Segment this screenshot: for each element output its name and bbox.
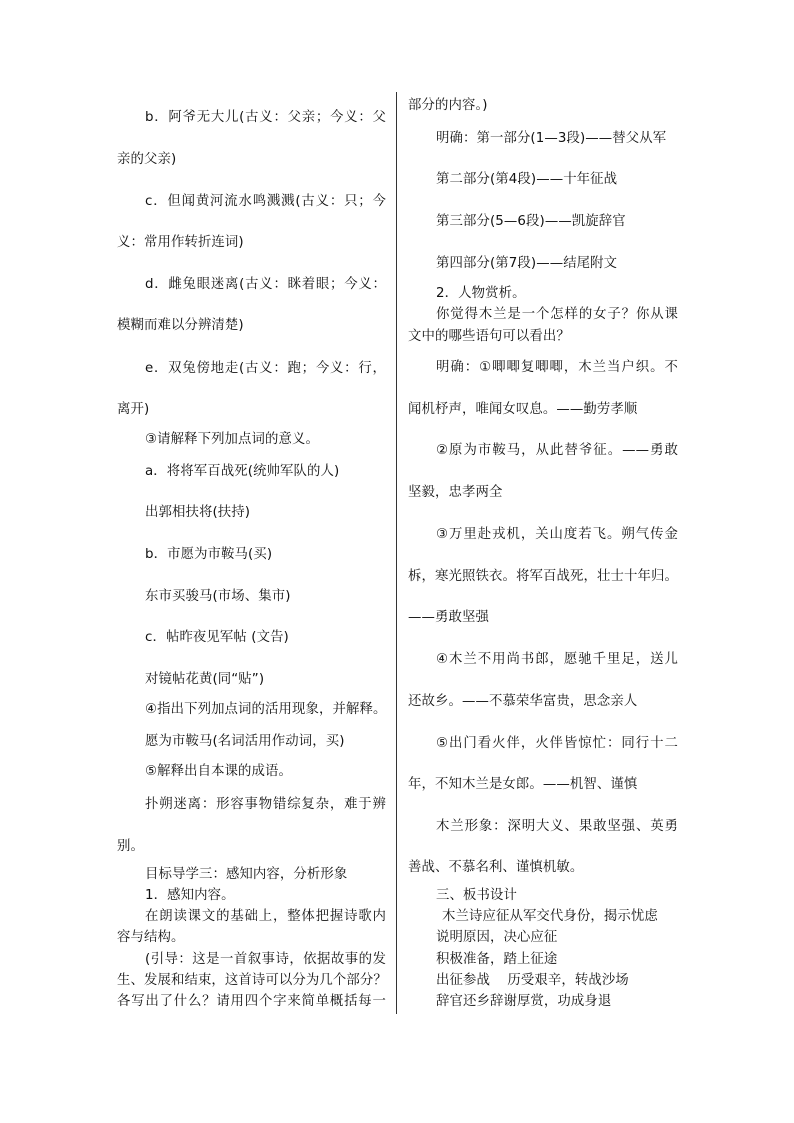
answer-5-line2: 年，不知木兰是女郎。——机智、谨慎 [408,777,638,792]
board-line2: 说明原因，决心应征 [436,930,558,945]
column-divider [396,92,397,1014]
section-2-question-line1: 你觉得木兰是一个怎样的女子？你从课 [436,307,678,322]
idiom-line1: 扑朔迷离：形容事物错综复杂，难于辨 [145,797,386,812]
board-line3: 积极准备，踏上征途 [436,952,558,967]
guide-line3: 各写出了什么？请用四个字来简单概括每一 [117,994,386,1009]
question-3-a1: a．将将军百战死(统帅军队的人) [145,464,340,479]
image-summary-line2: 善战、不慕名利、谨慎机敏。 [408,860,584,875]
question-3-b2: 东市买骏马(市场、集市) [145,589,291,604]
guide-line2: 生、发展和结束，这首诗可以分为几个部分？ [117,973,387,988]
answer-5-line1: ⑤出门看火伴，火伴皆惊忙：同行十二 [436,736,678,751]
question-3-title: ③请解释下列加点词的意义。 [145,432,319,447]
goal-3-heading: 目标导学三：感知内容，分析形象 [145,867,348,882]
word-e-line2: 离开) [117,402,150,417]
part-3: 第三部分(5—6段)——凯旋辞官 [436,214,626,229]
answer-2-line1: ②原为市鞍马，从此替爷征。——勇敢 [436,443,678,458]
idiom-line2: 别。 [117,839,144,854]
word-b-line2: 亲的父亲) [117,152,177,167]
answer-3-line3: ——勇敢坚强 [408,610,489,625]
word-c-line1: c．但闻黄河流水鸣溅溅(古义：只；今 [145,194,386,209]
answer-3-line2: 柝，寒光照铁衣。将军百战死，壮士十年归。 [408,569,678,584]
answer-4-line2: 还故乡。——不慕荣华富贵，思念亲人 [408,694,638,709]
question-5-title: ⑤解释出自本课的成语。 [145,764,293,779]
question-4-answer: 愿为市鞍马(名词活用作动词，买) [145,734,345,749]
answer-3-line1: ③万里赴戎机，关山度若飞。朔气传金 [436,527,678,542]
answer-1-line2: 闻机杼声，唯闻女叹息。——勤劳孝顺 [408,402,638,417]
board-line1: 木兰诗应征从军交代身份，揭示忧虑 [442,909,658,924]
word-e-line1: e．双兔傍地走(古义：跑；今义：行， [145,361,386,376]
answer-2-line2: 坚毅，忠孝两全 [408,485,503,500]
section-1-line1: 在朗读课文的基础上，整体把握诗歌内 [145,909,386,924]
board-line4: 出征参战 历受艰辛，转战沙场 [436,973,629,988]
guide-line1: (引导：这是一首叙事诗，依据故事的发 [145,952,386,967]
question-3-b1: b．市愿为市鞍马(买) [145,547,273,562]
question-3-c2: 对镜帖花黄(同“贴”) [145,672,265,687]
section-1-title: 1．感知内容。 [145,888,235,903]
image-summary-line1: 木兰形象：深明大义、果敢坚强、英勇 [436,819,678,834]
part-4: 第四部分(第7段)——结尾附文 [436,256,618,271]
part-1: 明确：第一部分(1—3段)——替父从军 [436,131,667,146]
guide-continuation: 部分的内容。) [408,98,488,113]
word-b-line1: b．阿爷无大儿(古义：父亲；今义：父 [145,110,386,125]
question-4-title: ④指出下列加点词的活用现象，并解释。 [145,702,387,717]
question-3-c1: c．帖昨夜见军帖 (文告) [145,630,289,645]
section-2-question-line2: 文中的哪些语句可以看出？ [408,329,570,344]
question-3-a2: 出郭相扶将(扶持) [145,505,251,520]
answer-4-line1: ④木兰不用尚书郎，愿驰千里足，送儿 [436,652,678,667]
board-line5: 辞官还乡辞谢厚赏，功成身退 [436,994,612,1009]
part-2: 第二部分(第4段)——十年征战 [436,172,618,187]
section-1-line2: 容与结构。 [117,930,185,945]
section-2-title: 2．人物赏析。 [436,286,526,301]
word-d-line1: d．雌兔眼迷离(古义：眯着眼；今义： [145,277,386,292]
section-3-heading: 三、板书设计 [436,888,517,903]
word-c-line2: 义：常用作转折连词) [117,235,244,250]
word-d-line2: 模糊而难以分辨清楚) [117,318,244,333]
answer-1-line1: 明确：①唧唧复唧唧，木兰当户织。不 [436,360,678,375]
